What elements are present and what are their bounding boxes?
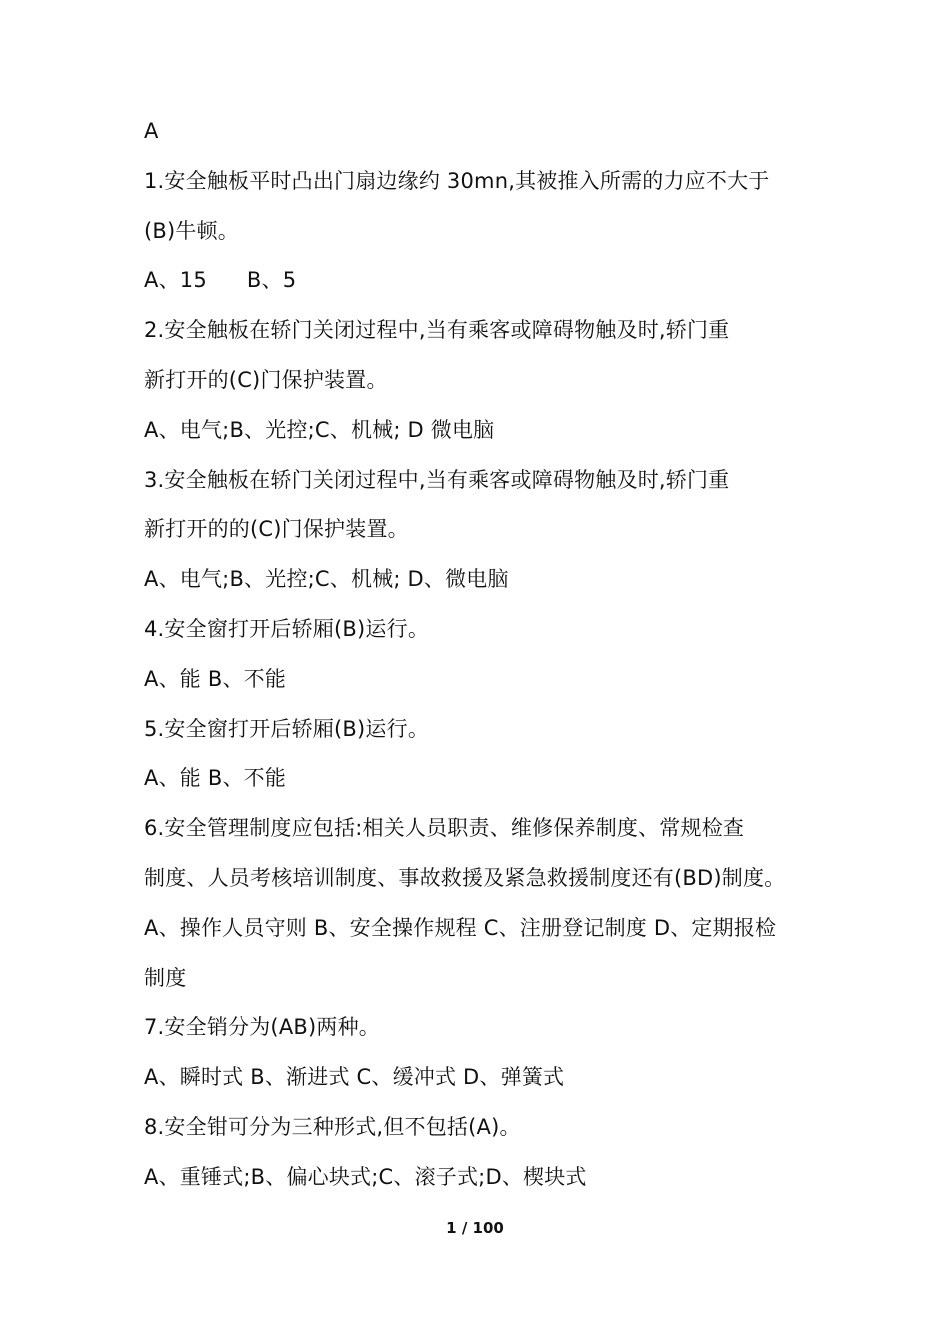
- section-label: A: [144, 119, 159, 143]
- question-7-stem: 7.安全销分为(AB)两种。: [144, 1015, 380, 1040]
- page-number: 1 / 100: [446, 1219, 504, 1237]
- question-6-options-line-2: 制度: [144, 965, 187, 990]
- question-2-options: A、电气;B、光控;C、机械; D 微电脑: [144, 417, 495, 442]
- question-2-stem-line-2: 新打开的(C)门保护装置。: [144, 367, 388, 392]
- question-7-options: A、瞬时式 B、渐进式 C、缓冲式 D、弹簧式: [144, 1065, 565, 1090]
- question-6-options-line-1: A、操作人员守则 B、安全操作规程 C、注册登记制度 D、定期报检: [144, 915, 777, 940]
- question-1-stem-line-2: (B)牛顿。: [144, 218, 239, 243]
- question-2-stem-line-1: 2.安全触板在轿门关闭过程中,当有乘客或障碍物触及时,轿门重: [144, 318, 730, 343]
- question-3-stem-line-2: 新打开的的(C)门保护装置。: [144, 517, 409, 542]
- question-1-option-a: A、15: [144, 268, 207, 293]
- document-body: [144, 107, 824, 1203]
- question-4-options: A、能 B、不能: [144, 666, 287, 691]
- question-1-stem-line-1: 1.安全触板平时凸出门扇边缘约 30mn,其被推入所需的力应不大于: [144, 168, 770, 193]
- question-8-options: A、重锤式;B、偏心块式;C、滚子式;D、楔块式: [144, 1164, 587, 1189]
- question-6-stem-line-2: 制度、人员考核培训制度、事故救援及紧急救援制度还有(BD)制度。: [144, 865, 786, 890]
- question-4-stem: 4.安全窗打开后轿厢(B)运行。: [144, 616, 430, 641]
- question-3-options: A、电气;B、光控;C、机械; D、微电脑: [144, 567, 509, 592]
- question-5-options: A、能 B、不能: [144, 766, 287, 791]
- question-3-stem-line-1: 3.安全触板在轿门关闭过程中,当有乘客或障碍物触及时,轿门重: [144, 467, 730, 492]
- question-1-options: [144, 256, 824, 306]
- question-1-option-b: B、5: [246, 268, 297, 293]
- question-6-stem-line-1: 6.安全管理制度应包括:相关人员职责、维修保养制度、常规检查: [144, 816, 745, 841]
- question-5-stem: 5.安全窗打开后轿厢(B)运行。: [144, 716, 430, 741]
- question-8-stem: 8.安全钳可分为三种形式,但不包括(A)。: [144, 1114, 521, 1139]
